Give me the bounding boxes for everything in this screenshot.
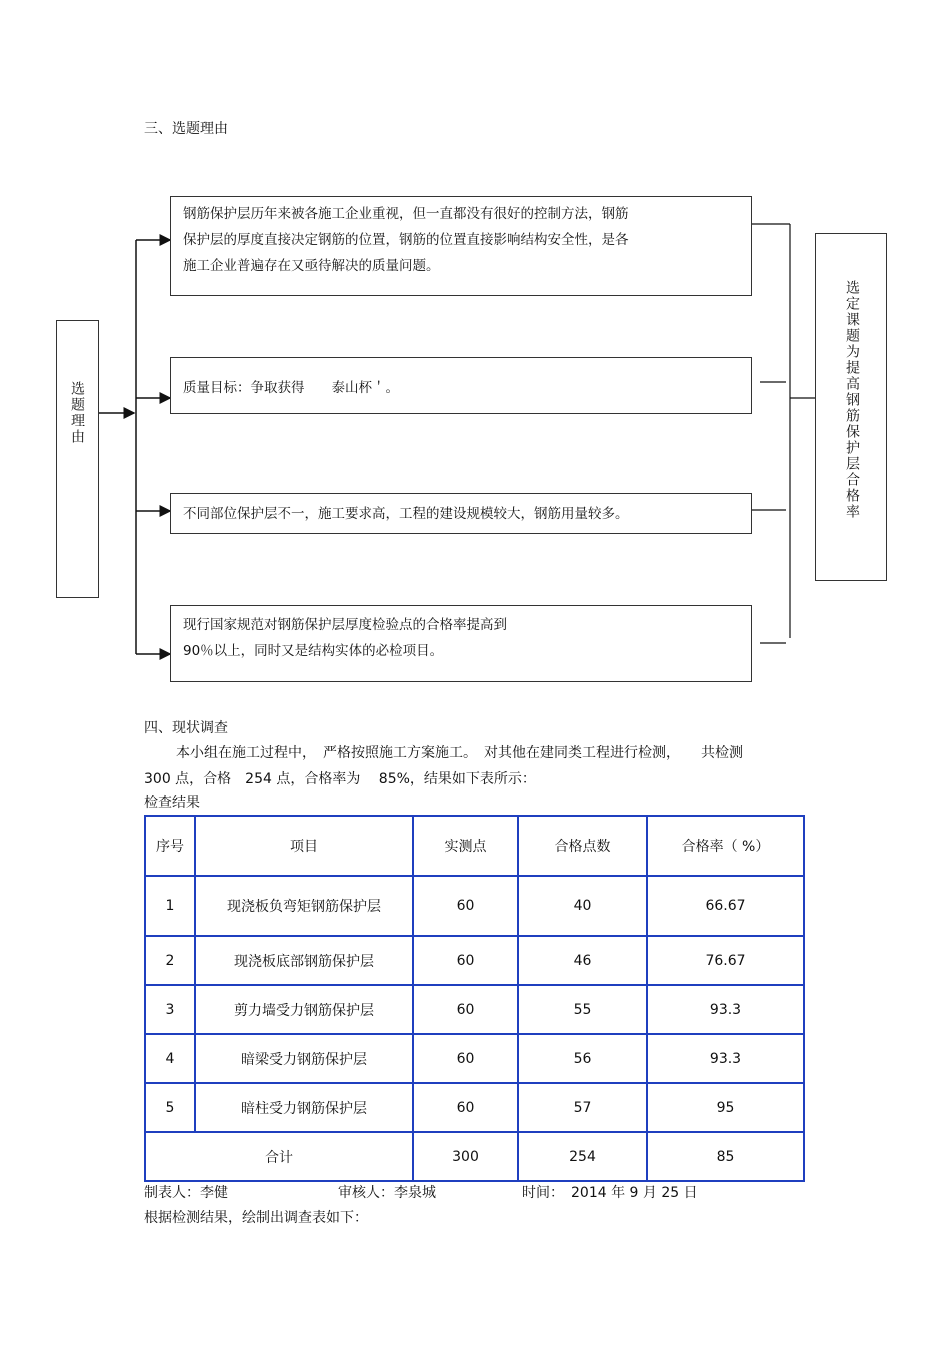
cell-index: 2 [145,936,195,985]
table-reviewer: 审核人：李泉城 [338,1185,436,1201]
table-header-row [145,816,804,876]
cell-index: 5 [145,1083,195,1132]
total-rate: 85 [647,1132,804,1181]
reason-1-line-2: 保护层的厚度直接决定钢筋的位置，钢筋的位置直接影响结构安全性，是各 [183,232,629,248]
right-conclusion-text: 选定课题为提高钢筋保护层合格率 [844,280,860,520]
cell-measured: 60 [413,985,518,1034]
reason-box-2 [170,357,752,414]
closing-text: 根据检测结果，绘制出调查表如下： [144,1210,368,1226]
table-row [145,876,804,936]
cell-item: 现浇板底部钢筋保护层 [195,936,413,985]
table-row [145,985,804,1034]
cell-rate: 66.67 [647,876,804,936]
table-row [145,936,804,985]
cell-rate: 95 [647,1083,804,1132]
right-conclusion-box [815,233,887,581]
cell-qualified: 40 [518,876,647,936]
table-caption: 检查结果 [144,795,200,811]
reason-box-3 [170,493,752,534]
left-label-text: 选题理由 [69,381,85,445]
cell-index: 4 [145,1034,195,1083]
cell-item: 暗梁受力钢筋保护层 [195,1034,413,1083]
reason-box-1 [170,196,752,296]
left-label-box [56,320,99,598]
cell-measured: 60 [413,1083,518,1132]
section4-title: 四、现状调查 [144,720,228,736]
cell-item: 剪力墙受力钢筋保护层 [195,985,413,1034]
cell-rate: 93.3 [647,1034,804,1083]
reason-4-line-1: 现行国家规范对钢筋保护层厚度检验点的合格率提高到 [183,617,507,633]
reason-1-line-3: 施工企业普遍存在又亟待解决的质量问题。 [183,258,440,274]
header-item: 项目 [195,816,413,876]
header-rate: 合格率（ %） [647,816,804,876]
table-row [145,1083,804,1132]
table-total-row [145,1132,804,1181]
reason-1-line-1: 钢筋保护层历年来被各施工企业重视，但一直都没有很好的控制方法，钢筋 [183,206,629,222]
table-time: 时间： 2014 年 9 月 25 日 [522,1185,698,1201]
cell-measured: 60 [413,1034,518,1083]
reason-box-4 [170,605,752,682]
header-qualified: 合格点数 [518,816,647,876]
cell-rate: 93.3 [647,985,804,1034]
table-maker: 制表人：李健 [144,1185,228,1201]
table-row [145,1034,804,1083]
cell-qualified: 56 [518,1034,647,1083]
cell-rate: 76.67 [647,936,804,985]
cell-measured: 60 [413,936,518,985]
cell-index: 1 [145,876,195,936]
header-index: 序号 [145,816,195,876]
reason-2-line-1: 质量目标：争取获得 泰山杯＇。 [183,380,399,396]
intro-line-1: 本小组在施工过程中， 严格按照施工方案施工。 对其他在建同类工程进行检测， 共检测 [176,745,743,761]
cell-measured: 60 [413,876,518,936]
cell-qualified: 55 [518,985,647,1034]
cell-qualified: 57 [518,1083,647,1132]
reason-4-line-2: 90％以上，同时又是结构实体的必检项目。 [183,643,444,659]
cell-index: 3 [145,985,195,1034]
total-qualified: 254 [518,1132,647,1181]
cell-item: 暗柱受力钢筋保护层 [195,1083,413,1132]
cell-item: 现浇板负弯矩钢筋保护层 [195,876,413,936]
total-measured: 300 [413,1132,518,1181]
header-measured: 实测点 [413,816,518,876]
section3-title: 三、选题理由 [144,121,228,137]
total-label: 合计 [145,1132,413,1181]
results-table [144,815,805,1182]
intro-line-2: 300 点，合格 254 点，合格率为 85%，结果如下表所示： [144,771,536,787]
cell-qualified: 46 [518,936,647,985]
reason-3-line-1: 不同部位保护层不一，施工要求高，工程的建设规模较大，钢筋用量较多。 [183,506,629,522]
